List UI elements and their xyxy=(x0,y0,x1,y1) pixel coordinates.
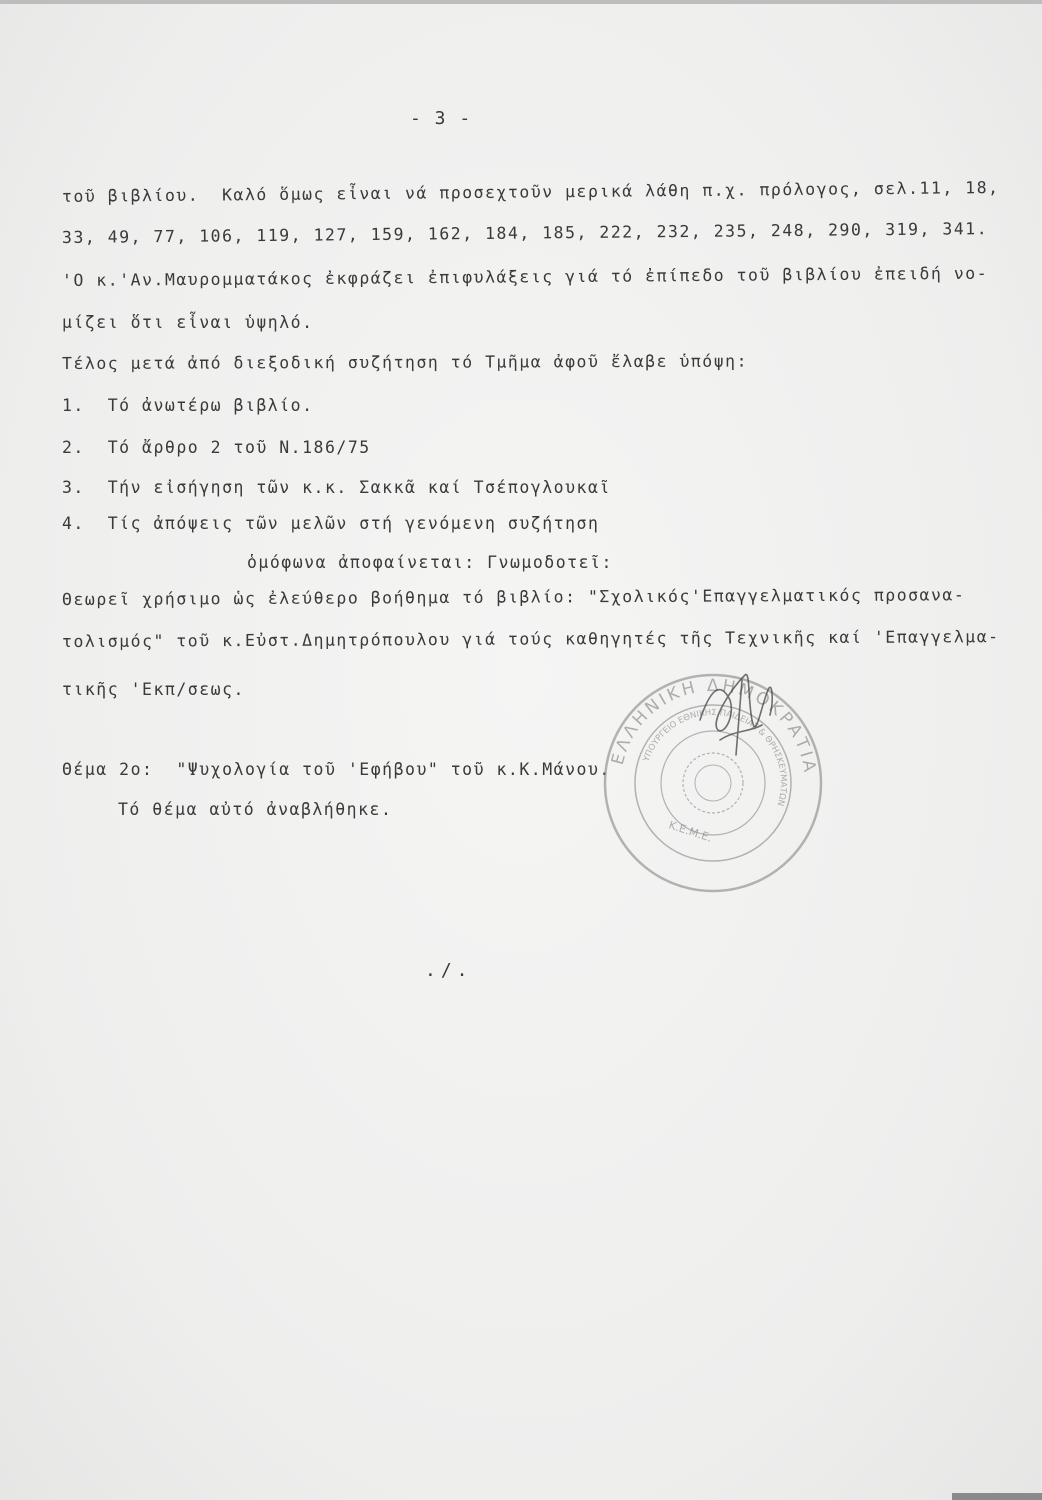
page-number: - 3 - xyxy=(410,108,472,129)
paragraph-line: 'Ο κ.'Αν.Μαυρομματάκος ἐκφράζει ἐπιφυλάξεις γιά τό ἐπίπεδο τοῦ βιβλίου ἐπειδή νο- xyxy=(61,263,989,290)
handwritten-signature xyxy=(690,660,780,770)
intro-line: Τέλος μετά ἀπό διεξοδική συζήτηση τό Τμῆμα ἀφοῦ ἔλαβε ὑπόψη: xyxy=(61,351,749,373)
decision-line: τικῆς 'Εκπ/σεως. xyxy=(62,680,245,699)
consideration-item: 1. Τό ἀνωτέρω βιβλίο. xyxy=(62,396,314,415)
paragraph-line: μίζει ὅτι εἶναι ὑψηλό. xyxy=(62,313,314,332)
continuation-mark: ./. xyxy=(425,960,473,981)
consideration-item: 4. Τίς ἀπόψεις τῶν μελῶν στή γενόμενη συζήτηση xyxy=(62,514,600,533)
consideration-item: 2. Τό ἄρθρο 2 τοῦ Ν.186/75 xyxy=(62,438,371,457)
stamp-lower-text: Κ.Ε.Μ.Ε. xyxy=(667,818,714,845)
decision-line: Θεωρεῖ χρήσιμο ὡς ἐλεύθερο βοήθημα τό βιβλίο: "Σχολικός'Επαγγελματικός προσανα- xyxy=(61,585,966,609)
stamp-inner-text: ΥΠΟΥΡΓΕΙΟ ΕΘΝΙΚΗΣ ΠΑΙΔΕΙΑΣ & ΘΡΗΣΚΕΥΜΑΤΩΝ xyxy=(641,707,789,808)
decision-line: τολισμός" τοῦ κ.Εὐστ.Δημητρόπουλου γιά τούς καθηγητές τῆς Τεχνικῆς καί 'Επαγγελμα- xyxy=(61,627,1000,651)
topic-line: Θέμα 2ο: "Ψυχολογία τοῦ 'Εφήβου" τοῦ κ.Κ.Μάνου. xyxy=(62,760,611,779)
stamp-outer-text: ΕΛΛΗΝΙΚΗ ΔΗΜΟΚΡΑΤΙΑ xyxy=(607,675,820,777)
decision-heading: ὁμόφωνα ἀποφαίνεται: Γνωμοδοτεῖ: xyxy=(247,553,613,572)
scan-top-edge xyxy=(0,0,1042,4)
paragraph-line: τοῦ βιβλίου. Καλό ὅμως εἶναι νά προσεχτοῦν μερικά λάθη π.χ. πρόλογος, σελ.11, 18, xyxy=(61,178,1000,206)
scan-bottom-edge xyxy=(952,1493,1042,1500)
consideration-item: 3. Τήν εἰσήγηση τῶν κ.κ. Σακκᾶ καί Τσέπογλουκαῖ xyxy=(62,478,611,497)
topic-outcome: Τό θέμα αὐτό ἀναβλήθηκε. xyxy=(118,800,393,819)
paragraph-line: 33, 49, 77, 106, 119, 127, 159, 162, 184, 185, 222, 232, 235, 248, 290, 319, 341. xyxy=(61,219,989,247)
